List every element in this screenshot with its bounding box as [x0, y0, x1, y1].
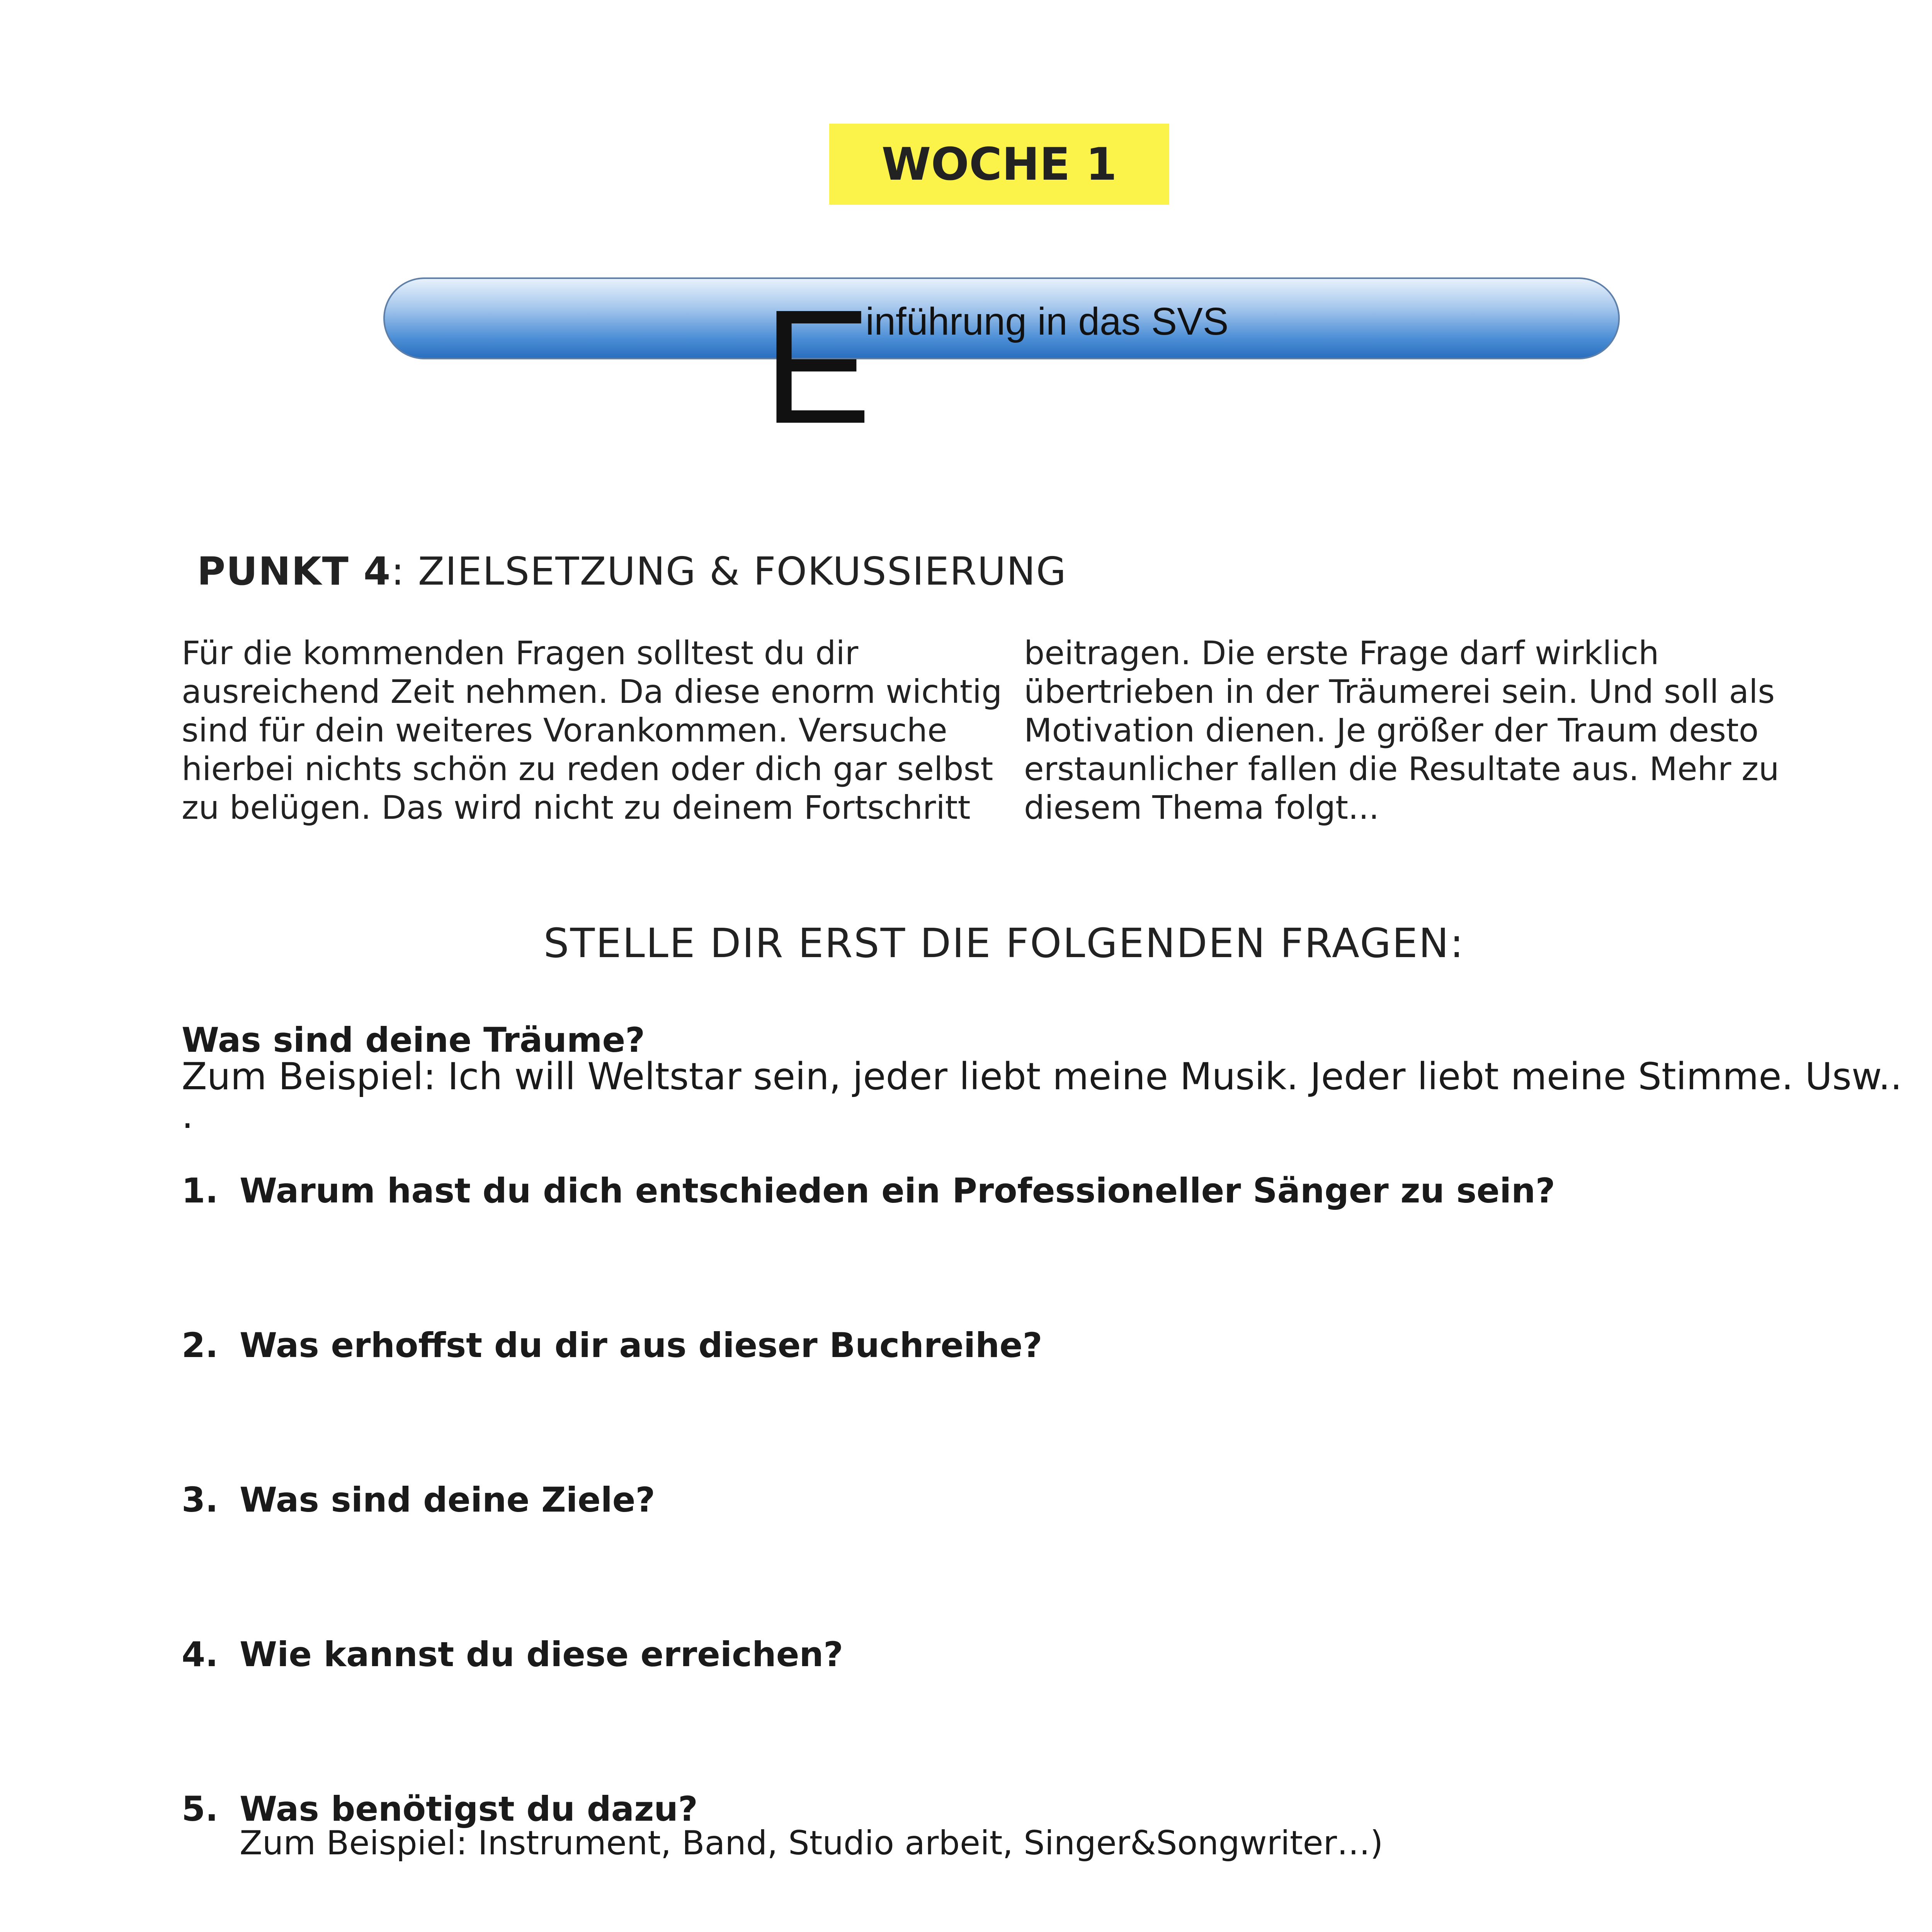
question-text: Wie kannst du diese erreichen? — [240, 1634, 844, 1674]
intro-line: zu belügen. Das wird nicht zu deinem Fortschritt — [182, 789, 971, 827]
title-dropcap: E — [763, 276, 872, 457]
intro-left-column — [182, 634, 1012, 827]
intro-line: übertrieben in der Träumerei sein. Und soll als — [1024, 673, 1775, 711]
question-number: 1. — [182, 1171, 218, 1211]
question-number: 3. — [182, 1480, 218, 1520]
week-badge: WOCHE 1 — [829, 124, 1169, 205]
question-item — [182, 1480, 655, 1520]
intro-line: diesem Thema folgt... — [1024, 789, 1379, 827]
intro-line: erstaunlicher fallen die Resultate aus. Mehr zu — [1024, 750, 1779, 788]
dreams-question: Was sind deine Träume? — [182, 1020, 645, 1060]
question-text: Was sind deine Ziele? — [240, 1480, 655, 1520]
title-text: inführung in das SVS — [866, 300, 1229, 343]
intro-line: ausreichend Zeit nehmen. Da diese enorm wichtig — [182, 673, 1002, 711]
intro-right-column — [1024, 634, 1855, 827]
question-number: 2. — [182, 1325, 218, 1365]
question-number: 5. — [182, 1789, 218, 1829]
question-text: Warum hast du dich entschieden ein Professioneller Sänger zu sein? — [240, 1171, 1555, 1211]
dreams-example: Zum Beispiel: Ich will Weltstar sein, jeder liebt meine Musik. Jeder liebt meine Stimme. Usw.. — [182, 1055, 1902, 1098]
intro-line: Motivation dienen. Je größer der Traum desto — [1024, 711, 1759, 749]
section-heading-rest: : ZIELSETZUNG & FOKUSSIERUNG — [391, 549, 1067, 594]
intro-line: sind für dein weiteres Vorankommen. Versuche — [182, 711, 947, 749]
question-5-example: Zum Beispiel: Instrument, Band, Studio arbeit, Singer&Songwriter…) — [240, 1824, 1383, 1862]
question-number: 4. — [182, 1634, 218, 1674]
question-item — [182, 1634, 843, 1674]
question-item — [182, 1171, 1555, 1211]
question-item — [182, 1325, 1043, 1365]
dreams-trailing-dot: . — [182, 1094, 194, 1137]
question-text: Was benötigst du dazu? — [240, 1789, 698, 1829]
question-item — [182, 1789, 698, 1829]
intro-line: Für die kommenden Fragen solltest du dir — [182, 634, 859, 672]
question-text: Was erhoffst du dir aus dieser Buchreihe? — [240, 1325, 1043, 1365]
intro-line: hierbei nichts schön zu reden oder dich gar selbst — [182, 750, 993, 788]
section-heading-bold: PUNKT 4 — [197, 549, 391, 594]
section-heading — [197, 549, 1067, 594]
questions-heading: STELLE DIR ERST DIE FOLGENDEN FRAGEN: — [543, 920, 1465, 967]
intro-line: beitragen. Die erste Frage darf wirklich — [1024, 634, 1659, 672]
